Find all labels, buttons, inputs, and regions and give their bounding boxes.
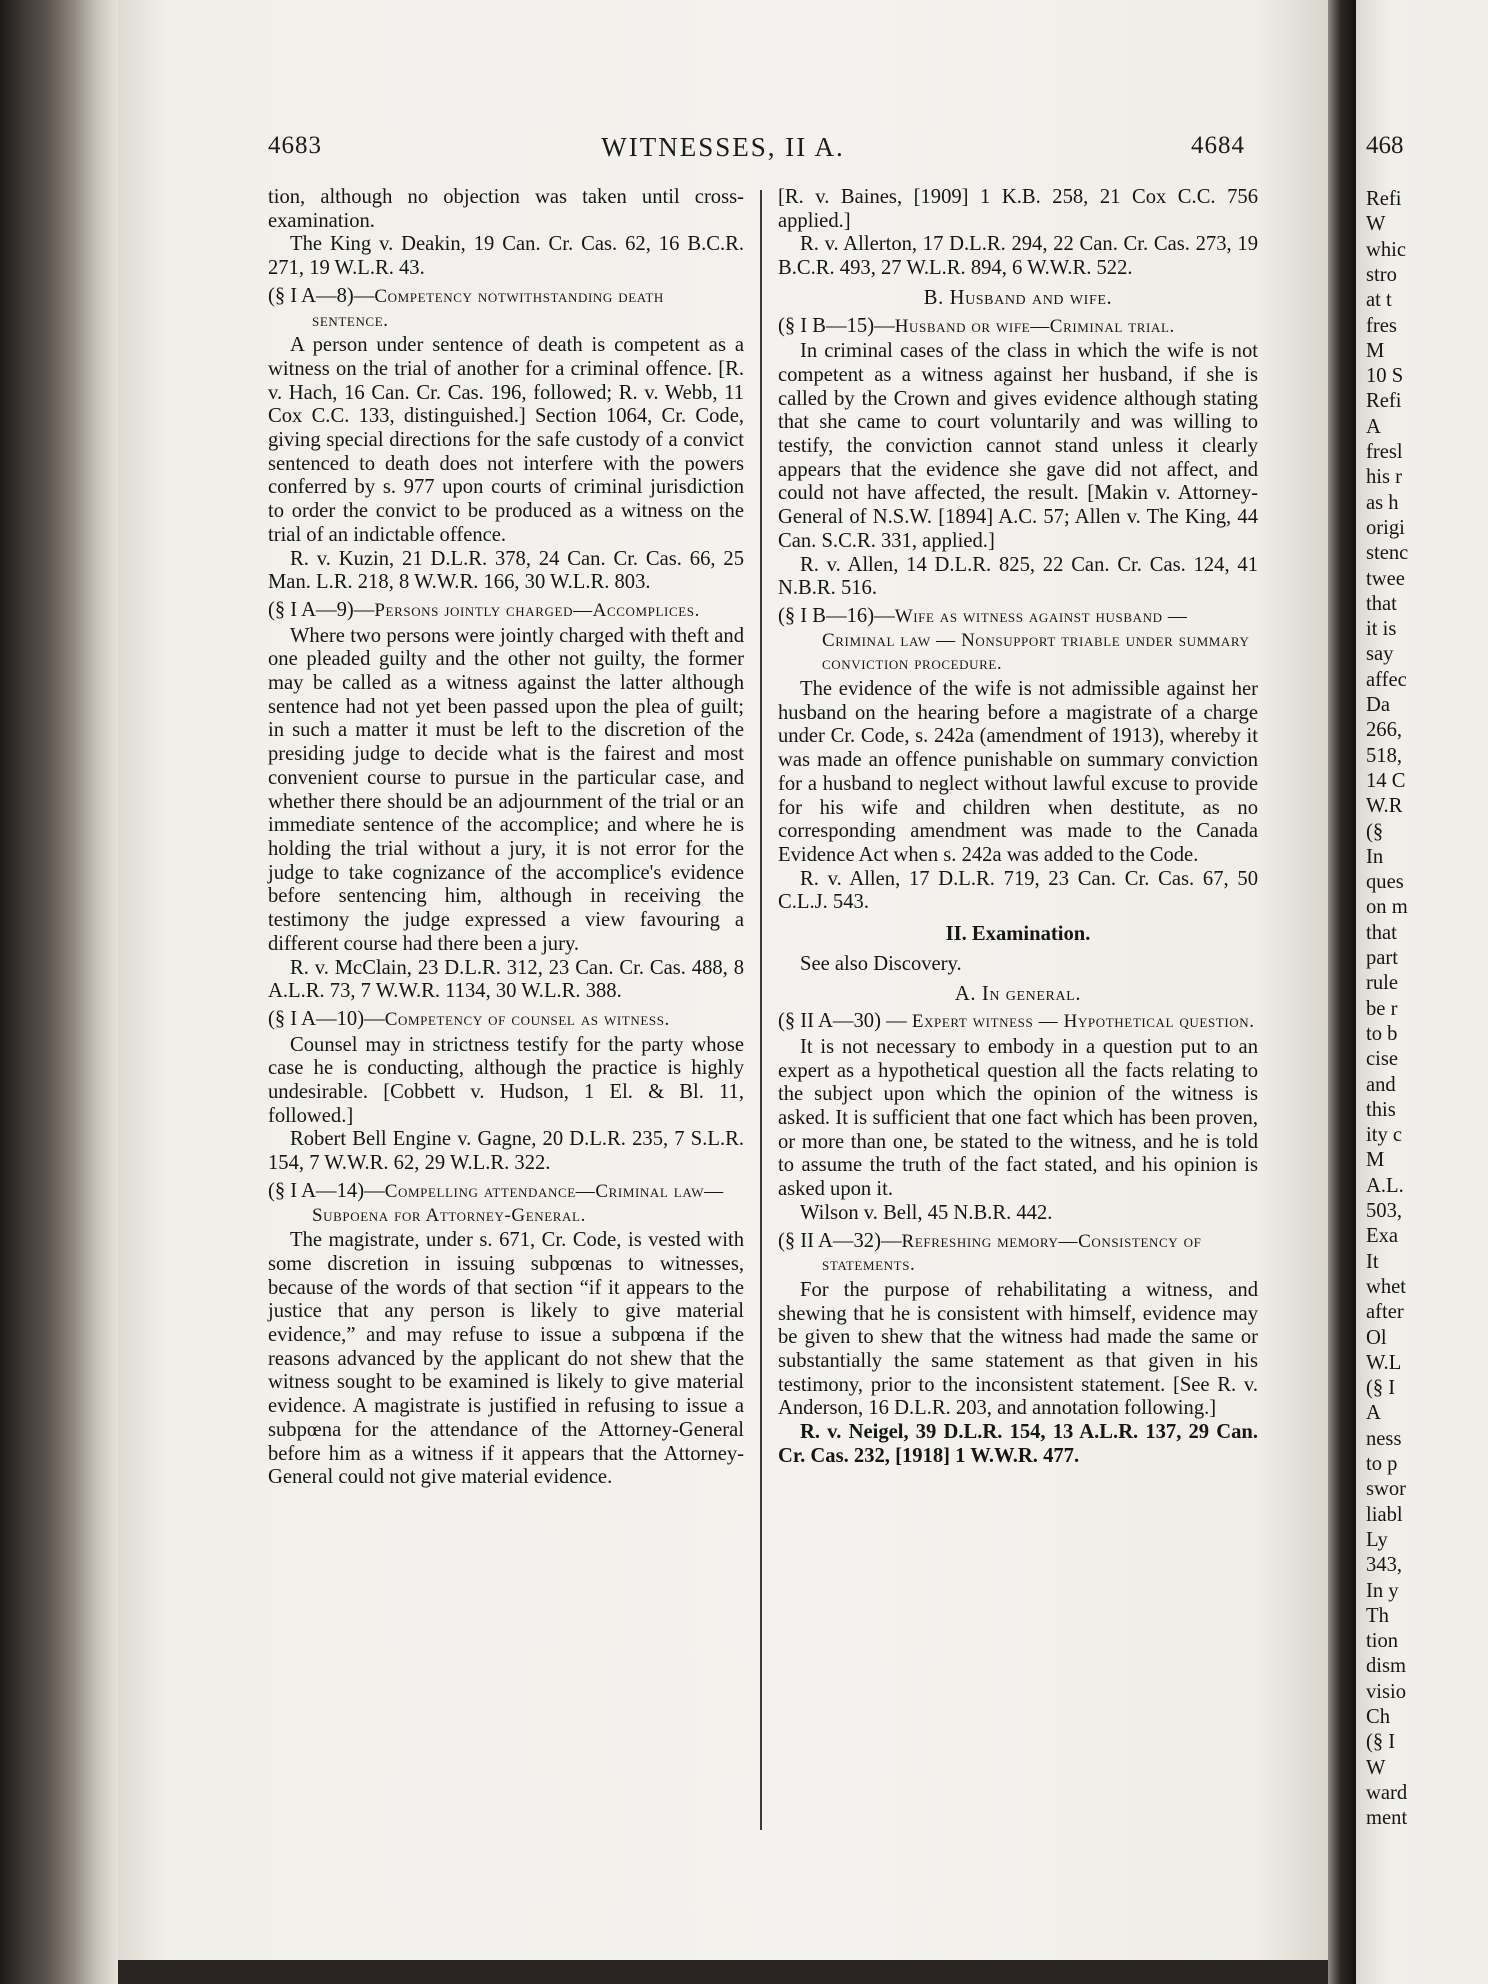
section-heading [778, 1230, 1258, 1277]
section-number: (§ I A—8)— [268, 284, 375, 307]
next-page-line: Refi [1366, 188, 1402, 210]
next-page-line: (§ [1366, 820, 1384, 843]
next-page-line: dism [1366, 1655, 1407, 1678]
section-number: (§ I A—10)— [268, 1007, 385, 1030]
citation: R. v. Allen, 17 D.L.R. 719, 23 Can. Cr. Cas. 67, 50 C.L.J. 543. [778, 867, 1258, 914]
section-heading [268, 285, 744, 332]
next-page-line: W [1366, 1756, 1386, 1779]
citation: Wilson v. Bell, 45 N.B.R. 442. [800, 1201, 1053, 1224]
next-page-line: Exa [1366, 1225, 1399, 1248]
next-page-line: (§ I [1366, 1377, 1396, 1400]
paragraph: It is not necessary to embody in a question put to an expert as a hypothetical question all the facts relating to the subject upon which the opinion of the witness is asked. It is sufficient that one fact which has been proven, or more than one, be stated to the witness, and he is told to assume the truth of the fact stated, and his opinion is asked upon it. [778, 1035, 1258, 1201]
column-divider [760, 190, 762, 1830]
section-heading [268, 1008, 744, 1032]
next-page-line: at t [1366, 289, 1392, 312]
next-page-line: as h [1366, 491, 1399, 514]
next-page-line: twee [1366, 567, 1405, 590]
next-page-line: W [1366, 213, 1386, 236]
citation: R. v. Allen, 14 D.L.R. 825, 22 Can. Cr. Cas. 124, 41 N.B.R. 516. [778, 553, 1258, 600]
right-column [778, 186, 1258, 1469]
citation: Robert Bell Engine v. Gagne, 20 D.L.R. 235, 7 S.L.R. 154, 7 W.W.R. 62, 29 W.L.R. 322. [268, 1128, 744, 1175]
page-number-left: 4683 [268, 132, 322, 159]
section-heading [268, 1180, 744, 1227]
citation: R. v. Neigel, 39 D.L.R. 154, 13 A.L.R. 137, 29 Can. Cr. Cas. 232, [1918] 1 W.W.R. 477. [778, 1421, 1258, 1467]
next-page-line: rule [1366, 972, 1399, 995]
next-page-line: to p [1366, 1453, 1398, 1475]
section-heading [778, 605, 1258, 676]
next-page-line: say [1366, 643, 1394, 666]
next-page-line: In [1366, 845, 1384, 868]
book-gutter [1328, 0, 1356, 1984]
paragraph: tion, although no objection was taken until cross-examination. [268, 186, 744, 232]
next-page-line: that [1366, 921, 1397, 944]
next-page-line: fresl [1366, 441, 1403, 463]
next-page-line: this [1366, 1098, 1396, 1121]
next-page-number: 468 [1366, 132, 1404, 159]
next-page-line: Ly [1366, 1528, 1388, 1551]
next-page-line: it is [1366, 618, 1397, 641]
section-heading [778, 1010, 1258, 1034]
section-heading [268, 599, 744, 623]
next-page-line: 14 C [1366, 769, 1406, 792]
cross-reference: See also Discovery. [800, 952, 962, 975]
section-number: (§ I B—16)— [778, 604, 895, 627]
next-page-line: Refi [1366, 390, 1402, 413]
section-number: (§ I A—14)— [268, 1179, 385, 1202]
next-page-line: ment [1366, 1807, 1408, 1830]
page-number-right: 4684 [1191, 132, 1245, 159]
next-page-line: Da [1366, 694, 1391, 716]
section-title: Husband or wife—Criminal trial. [894, 315, 1175, 337]
section-title: Refreshing memory—Consistency of statements. [822, 1230, 1202, 1276]
next-page-line: 10 S [1366, 365, 1404, 388]
section-heading [778, 315, 1258, 339]
left-column [268, 186, 744, 1490]
next-page-line: A [1366, 1402, 1381, 1425]
section-number: (§ II A—30) — [778, 1010, 912, 1033]
citation: The King v. Deakin, 19 Can. Cr. Cas. 62, 16 B.C.R. 271, 19 W.L.R. 43. [268, 233, 744, 280]
section-title: Persons jointly charged—Accomplices. [374, 599, 700, 621]
next-page-line: visio [1366, 1680, 1407, 1703]
next-page-line: affec [1366, 668, 1407, 691]
section-title: Compelling attendance—Criminal law—Subpoena for Attorney-General. [312, 1180, 724, 1226]
next-page-line: (§ I [1366, 1731, 1396, 1754]
next-page-line: tion [1366, 1630, 1399, 1653]
next-page-line: cise [1366, 1048, 1399, 1071]
next-page-line: Th [1366, 1604, 1389, 1627]
next-page-line: 343, [1366, 1554, 1403, 1577]
citation: R. v. McClain, 23 D.L.R. 312, 23 Can. Cr. Cas. 488, 8 A.L.R. 73, 7 W.W.R. 1134, 30 W.L.R. 388. [268, 956, 744, 1003]
next-page-line: after [1366, 1301, 1404, 1324]
section-title: Wife as witness against husband — Criminal law — Nonsupport triable under summary conviction procedure. [822, 605, 1250, 675]
left-page [118, 0, 1328, 1960]
next-page-line: whic [1366, 238, 1407, 261]
next-page-line: ques [1366, 871, 1404, 894]
paragraph: A person under sentence of death is competent as a witness on the trial of another for a criminal offence. [R. v. Hach, 16 Can. Cr. Cas. 196, followed; R. v. Webb, 11 Cox C.C. 133, distinguished.] Section 1064, Cr. Code, giving special directions for the safe custody of a convict sentenced to death does not interfere with the powers conferred by s. 977 upon courts of criminal jurisdiction to order the convict to be produced as a witness on the trial of an indictable offence. [268, 334, 744, 546]
next-page-line: his r [1366, 466, 1403, 489]
paragraph: The evidence of the wife is not admissible against her husband on the hearing before a magistrate of a charge under Cr. Code, s. 242a (amendment of 1913), whereby it was made an offence punishable on summary conviction for a husband to neglect without lawful excuse to provide for his wife and children when destitute, as no corresponding amendment was made to the Canada Evidence Act when s. 242a was added to the Code. [778, 678, 1258, 866]
next-page-line: stenc [1366, 542, 1409, 565]
division-heading: II. Examination. [945, 923, 1091, 946]
next-page-line: stro [1366, 263, 1397, 286]
next-page-line: swor [1366, 1478, 1407, 1501]
paragraph: Where two persons were jointly charged with theft and one pleaded guilty and the other not guilty, the former may be called as a witness against the latter although sentence had not yet been passed upon the plea of guilt; in such a matter it must be left to the discretion of the presiding judge to decide what is the fairest and most convenient course to pursue in the particular case, and whether there should be an adjournment of the trial or an immediate sentence of the accomplice; and where he is holding the trial without a jury, it is not error for the judge to take cognizance of the accomplice's evidence before sentencing him, although in receiving the testimony the judge expressed a view favouring a different course had there been a jury. [268, 624, 744, 955]
paragraph: [R. v. Baines, [1909] 1 K.B. 258, 21 Cox C.C. 756 applied.] [778, 186, 1258, 232]
next-page-line: M [1366, 339, 1385, 362]
next-page-line: on m [1366, 896, 1408, 919]
next-page-line: Ch [1366, 1706, 1391, 1728]
book-spine-edge [0, 0, 118, 1984]
next-page-line: Ol [1366, 1326, 1387, 1349]
next-page-line: origi [1366, 516, 1405, 539]
section-title: Expert witness — Hypothetical question. [911, 1011, 1255, 1033]
next-page-line: and [1366, 1073, 1396, 1096]
subdivision-heading: A. In general. [954, 982, 1082, 1005]
section-number: (§ I B—15)— [778, 314, 895, 337]
next-page-line: that [1366, 592, 1397, 615]
paragraph: Counsel may in strictness testify for the party whose case he is conducting, although the practice is highly undesirable. [Cobbett v. Hudson, 1 El. & Bl. 11, followed.] [268, 1033, 744, 1127]
section-number: (§ I A—9)— [268, 598, 375, 621]
section-number: (§ II A—32)— [778, 1229, 902, 1252]
next-page-line: W.R [1366, 795, 1403, 818]
next-page-line: 518, [1366, 744, 1403, 767]
next-page-line: It [1366, 1250, 1379, 1273]
next-page-line: whet [1366, 1275, 1407, 1298]
next-page-line: A.L. [1366, 1174, 1404, 1197]
next-page-line: ity c [1366, 1124, 1403, 1147]
next-page-line: A [1366, 415, 1381, 438]
section-title: Competency notwithstanding death sentence. [312, 285, 664, 331]
paragraph: For the purpose of rehabilitating a witness, and shewing that he is consistent with himself, evidence may be given to shew that the witness had made the same or substantially the same statement as that given in his testimony, prior to the inconsistent statement. [See R. v. Anderson, 16 D.L.R. 203, and annotation following.] [778, 1278, 1258, 1420]
next-page-line: ness [1366, 1427, 1402, 1450]
next-page-line: fres [1366, 314, 1397, 337]
next-page-line: liabl [1366, 1503, 1403, 1526]
next-page-line: part [1366, 947, 1399, 969]
next-page-line: be r [1366, 997, 1398, 1020]
next-page-line: 503, [1366, 1200, 1403, 1222]
next-page-line: In y [1366, 1579, 1399, 1602]
paragraph: The magistrate, under s. 671, Cr. Code, is vested with some discretion in issuing subpœnas to witnesses, because of the words of that section “if it appears to the justice that any person is likely to give material evidence,” and may refuse to issue a subpœna if the reasons advanced by the applicant do not shew that the witness sought to be examined is likely to give material evidence. A magistrate is justified in refusing to issue a subpœna for the attendance of the Attorney-General before him as a witness if it appears that the Attorney-General could not give material evidence. [268, 1229, 744, 1489]
next-page-line: 266, [1366, 719, 1403, 742]
next-page-line: ward [1366, 1781, 1408, 1804]
next-page-line: M [1366, 1149, 1385, 1172]
citation: R. v. Kuzin, 21 D.L.R. 378, 24 Can. Cr. Cas. 66, 25 Man. L.R. 218, 8 W.W.R. 166, 30 W.L.R. 803. [268, 547, 744, 594]
citation: R. v. Allerton, 17 D.L.R. 294, 22 Can. Cr. Cas. 273, 19 B.C.R. 493, 27 W.L.R. 894, 6 W.W.R. 522. [778, 233, 1258, 280]
section-title: Competency of counsel as witness. [384, 1008, 670, 1030]
paragraph: In criminal cases of the class in which the wife is not competent as a witness against her husband, if she is called by the Crown and gives evidence although stating that she came to court voluntarily and was willing to testify, the conviction cannot stand unless it clearly appears that the evidence she gave did not affect, and could not have affected, the result. [Makin v. Attorney-General of N.S.W. [1894] A.C. 57; Allen v. The King, 44 Can. S.C.R. 331, applied.] [778, 340, 1258, 552]
next-page-line: W.L [1366, 1351, 1402, 1374]
next-page-fragment [1356, 0, 1488, 1984]
next-page-line: to b [1366, 1022, 1398, 1045]
subdivision-heading: B. Husband and wife. [923, 286, 1113, 309]
running-head: WITNESSES, II A. [601, 132, 845, 162]
